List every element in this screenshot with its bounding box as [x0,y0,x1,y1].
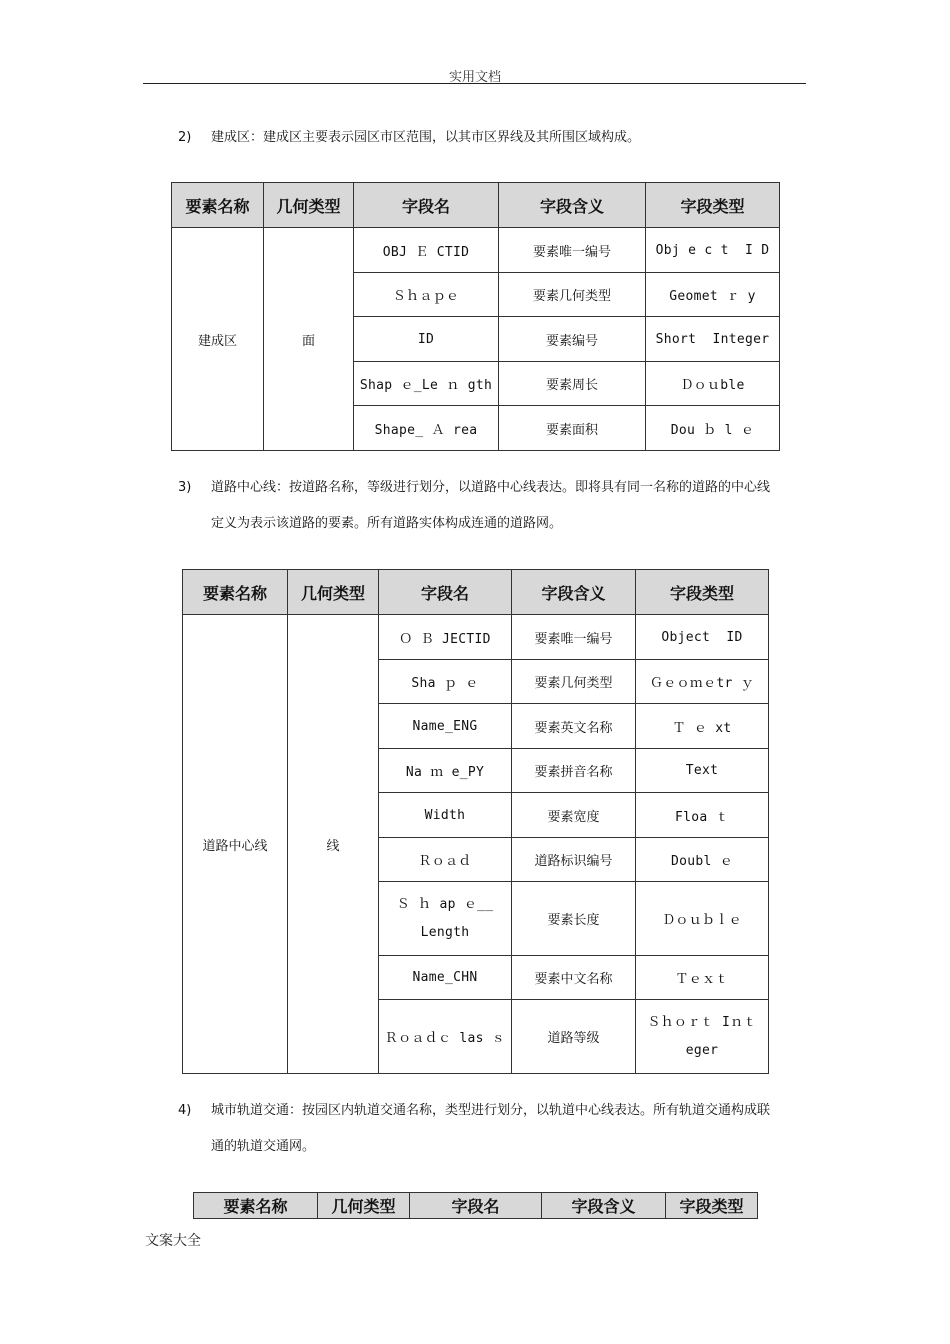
column-header: 字段含义 [512,570,636,615]
column-header: 字段名 [410,1193,542,1219]
page-footer: 文案大全 [145,1233,201,1249]
geometry-type-cell: 线 [288,615,379,1074]
field-name-cell: Na ｍ e_PY [379,749,512,793]
field-type-cell: Ｄｏｕｂｌｅ [636,882,769,956]
column-header: 字段名 [354,183,499,228]
column-header: 几何类型 [288,570,379,615]
field-name-cell: Shape_ Ａ rea [354,406,499,451]
column-header: 要素名称 [194,1193,318,1219]
field-meaning-cell: 要素唯一编号 [499,228,646,273]
section-3-number: 3) [178,480,192,495]
field-type-cell: Short Integer [646,317,780,362]
field-meaning-cell: 要素长度 [512,882,636,956]
field-name-cell: Ｒｏａｄ [379,838,512,882]
section-3-text-line-1: 道路中心线：按道路名称，等级进行划分，以道路中心线表达。即将具有同一名称的道路的中心线 [211,480,771,495]
field-type-cell: Ｔｅｘｔ [636,956,769,1000]
field-meaning-cell: 要素几何类型 [512,660,636,704]
section-4-number: 4) [178,1103,192,1118]
field-name-cell: Width [379,793,512,838]
field-name-cell: Sha ｐ ｅ [379,660,512,704]
field-name-cell: Shap ｅ_Le ｎ gth [354,362,499,406]
field-type-cell: Ｓｈｏｒｔ Iｎｔ eger [636,1000,769,1074]
column-header: 字段名 [379,570,512,615]
field-meaning-cell: 道路等级 [512,1000,636,1074]
feature-name-cell: 道路中心线 [183,615,288,1074]
column-header: 字段类型 [666,1193,758,1219]
field-type-cell: Ｔ ｅ xt [636,704,769,749]
road-centerline-table [182,569,769,1074]
field-name-cell: Name_ENG [379,704,512,749]
field-meaning-cell: 要素编号 [499,317,646,362]
rail-transit-table [193,1192,758,1219]
feature-name-cell: 建成区 [172,228,264,451]
field-type-cell: Object ID [636,615,769,660]
field-type-cell: Ｄｏｕble [646,362,780,406]
field-type-cell: Floa ｔ [636,793,769,838]
geometry-type-cell: 面 [264,228,354,451]
section-2-number: 2) [178,130,192,145]
field-name-cell: Name_CHN [379,956,512,1000]
field-meaning-cell: 要素拼音名称 [512,749,636,793]
field-meaning-cell: 要素宽度 [512,793,636,838]
column-header: 要素名称 [172,183,264,228]
field-type-cell: Doubl ｅ [636,838,769,882]
section-4-text-line-1: 城市轨道交通：按园区内轨道交通名称，类型进行划分，以轨道中心线表达。所有轨道交通构成联 [211,1103,771,1118]
field-name-cell: Ｓ ｈ ap ｅ__ Length [379,882,512,956]
field-meaning-cell: 要素周长 [499,362,646,406]
column-header: 字段类型 [646,183,780,228]
field-type-cell: Text [636,749,769,793]
field-meaning-cell: 要素英文名称 [512,704,636,749]
field-meaning-cell: 要素中文名称 [512,956,636,1000]
field-name-cell: Ｓｈａｐｅ [354,273,499,317]
section-2-paragraph [178,120,641,156]
field-type-cell: Ｇｅｏｍｅtr ｙ [636,660,769,704]
field-name-cell: OBJ Ｅ CTID [354,228,499,273]
field-name-cell: Ｒｏａｄｃ las ｓ [379,1000,512,1074]
field-name-cell: Ｏ Ｂ JECTID [379,615,512,660]
field-meaning-cell: 要素几何类型 [499,273,646,317]
field-meaning-cell: 要素唯一编号 [512,615,636,660]
built-up-area-table [171,182,780,451]
header-rule [143,83,806,84]
field-type-cell: Geomet ｒ y [646,273,780,317]
column-header: 字段含义 [542,1193,666,1219]
field-name-cell: ID [354,317,499,362]
column-header: 字段类型 [636,570,769,615]
page-header: 实用文档 [448,70,501,85]
section-4-text-line-2: 通的轨道交通网。 [211,1139,316,1154]
field-type-cell: Dou ｂ l ｅ [646,406,780,451]
section-3-paragraph [178,470,771,542]
column-header: 要素名称 [183,570,288,615]
field-meaning-cell: 要素面积 [499,406,646,451]
column-header: 几何类型 [318,1193,410,1219]
field-type-cell: Obj e c t I D [646,228,780,273]
section-4-paragraph [178,1093,771,1165]
field-meaning-cell: 道路标识编号 [512,838,636,882]
column-header: 几何类型 [264,183,354,228]
column-header: 字段含义 [499,183,646,228]
section-3-text-line-2: 定义为表示该道路的要素。所有道路实体构成连通的道路网。 [211,516,563,531]
section-2-text: 建成区：建成区主要表示园区市区范围，以其市区界线及其所围区域构成。 [211,130,641,145]
